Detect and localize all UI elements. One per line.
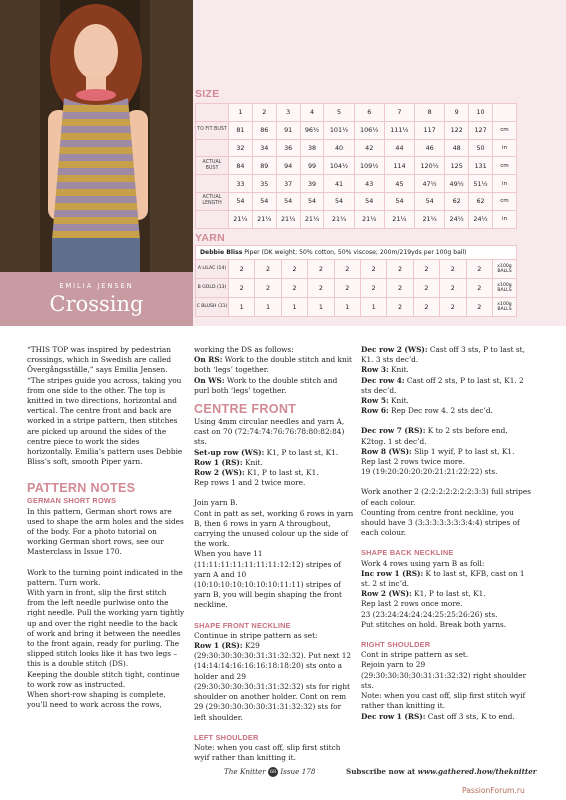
issue-number: Issue 178 [280, 767, 316, 776]
size-row-label [196, 175, 229, 193]
yarn-cell: 1 [255, 298, 281, 317]
row-text: Knit. [242, 457, 263, 467]
yarn-cell: 2 [413, 298, 439, 317]
pattern-notes-heading: PATTERN NOTES [27, 481, 136, 496]
yarn-cell: 2 [413, 279, 439, 298]
size-cell: 54 [354, 192, 384, 210]
column-3 [361, 345, 531, 722]
size-cell: 91 [276, 121, 300, 139]
size-cell: 114 [384, 157, 414, 175]
yarn-row-label: A LILAC (14) [196, 260, 229, 279]
row-label: Row 8 (WS): [361, 446, 412, 456]
row-text: Cast off 3 sts, K to end. [425, 711, 515, 721]
row-label: On WS: [194, 375, 225, 385]
row-text: K29 (29:30:30:30:30:31:31:32:32). Put next 12 (14:14:14:16:16:16:18:18:20) sts onto a holder and 29 (29:30:30:30:30:31:31:32:32) sts for right shoulder on another holder. Cont on rem 29 (29:30:30:30:30:31:31:32:32) sts for left shoulder. [194, 641, 352, 722]
size-cell: 62 [469, 192, 493, 210]
model-photo [0, 0, 193, 272]
size-cell: 24½ [469, 210, 493, 228]
subscribe-prefix: Subscribe now at [346, 767, 418, 776]
body-paragraph: Rep last 2 rows once more. [361, 599, 463, 609]
size-cell: 54 [252, 192, 276, 210]
row-text: K1, P to last st, K1. [244, 468, 319, 478]
size-cell: 84 [229, 157, 253, 175]
size-cell: 35 [252, 175, 276, 193]
row-label: Dec row 2 (WS): [361, 345, 428, 354]
size-cell: 4 [300, 104, 324, 122]
size-cell: 49½ [445, 175, 469, 193]
row-label: Row 3: [361, 365, 389, 375]
row-text: Slip 1 wyif, P to last st, K1. [411, 446, 515, 456]
row-label: Inc row 1 (RS): [361, 568, 424, 578]
yarn-brand: Debbie Bliss [200, 249, 243, 256]
shape-front-neckline-heading: SHAPE FRONT NECKLINE [194, 620, 291, 630]
magazine-name: The Knitter [224, 767, 266, 776]
row-label: Row 1 (RS): [194, 457, 243, 467]
size-table [195, 103, 517, 229]
intro-paragraph: “THIS TOP was inspired by pedestrian crossings, which in Swedish are called Övergångsställe,” says Emilia Jensen. “The stripes guide you across, taking you from one side to the other. The top is knitted in two directions, horizontal and vertical. The centre front and back are worked in a stripe pattern, then stitches are picked up around the sides of the centre piece to work the sides horizontally. Emilia’s pattern uses Debbie Bliss’s soft, smooth Piper yarn. [27, 345, 183, 467]
size-row-label: TO FIT BUST [196, 121, 229, 139]
size-cell: 21¼ [354, 210, 384, 228]
title-block [0, 272, 193, 326]
body-paragraph: Note: when you cast off, slip first stitch wyif rather than knitting it. [361, 691, 526, 711]
size-cell: 44 [384, 139, 414, 157]
yarn-cell: 1 [281, 298, 307, 317]
yarn-cell: 2 [255, 279, 281, 298]
body-paragraph: Rep rows 1 and 2 twice more. [194, 478, 306, 488]
body-paragraph: Join yarn B. [194, 498, 238, 508]
body-paragraph: Put stitches on hold. Break both yarns. [361, 619, 507, 629]
size-row [196, 121, 517, 139]
size-cell: 109½ [354, 157, 384, 175]
pattern-title: Crossing [49, 292, 144, 316]
yarn-cell: 1 [334, 298, 360, 317]
body-paragraph: Continue in stripe pattern as set: [194, 630, 318, 640]
row-label: Row 2 (WS): [361, 589, 412, 599]
size-cell: 21¼ [252, 210, 276, 228]
size-cell: 54 [324, 192, 354, 210]
yarn-cell: 2 [334, 260, 360, 279]
column-2 [194, 345, 354, 763]
yarn-cell: 2 [360, 260, 386, 279]
body-paragraph: With yarn in front, slip the first stitch from the left needle purlwise onto the right needle. Pull the working yarn tightly up and over the right needle to the back of work and bring it between the needles to the front again, ready for purling. The slipped stitch looks like it has two legs – this is a double stitch (DS). [27, 588, 185, 669]
yarn-table [195, 259, 517, 317]
yarn-cell: 2 [387, 298, 413, 317]
size-row-label [196, 210, 229, 228]
yarn-cell: 2 [229, 260, 255, 279]
body-paragraph [361, 712, 531, 722]
size-cell: 40 [324, 139, 354, 157]
body-paragraph: Counting from centre front neckline, you should have 3 (3:3:3:3:3:3:3:4:4) stripes of each colour. [361, 507, 520, 538]
row-text: K to 2 sts before end, K2tog. 1 st dec’d. [361, 426, 508, 446]
size-cell: 8 [415, 104, 445, 122]
yarn-cell: 2 [334, 279, 360, 298]
subscribe-link[interactable]: www.gathered.how/theknitter [417, 767, 537, 776]
size-cell: 33 [229, 175, 253, 193]
size-row [196, 175, 517, 193]
size-cell: 50 [469, 139, 493, 157]
size-cell: 21¼ [324, 210, 354, 228]
size-cell: 42 [354, 139, 384, 157]
yarn-cell: 2 [413, 260, 439, 279]
size-cell: 54 [384, 192, 414, 210]
body-paragraph: working the DS as follows: [194, 345, 294, 354]
size-row [196, 210, 517, 228]
size-cell: 81 [229, 121, 253, 139]
size-cell: 21¼ [415, 210, 445, 228]
size-cell: 104½ [324, 157, 354, 175]
size-cell: 131 [469, 157, 493, 175]
body-paragraph: Work 4 rows using yarn B as foll: [361, 558, 485, 568]
row-label: Dec row 4: [361, 375, 405, 385]
size-cell: 7 [384, 104, 414, 122]
size-cell: 3 [276, 104, 300, 122]
size-row [196, 104, 517, 122]
yarn-cell: 2 [308, 260, 334, 279]
size-cell: 48 [445, 139, 469, 157]
size-row [196, 157, 517, 175]
size-cell: 1 [229, 104, 253, 122]
body-paragraph: Work to the turning point indicated in the pattern. Turn work. [27, 567, 183, 587]
yarn-cell: 2 [466, 279, 492, 298]
size-cell: 120½ [415, 157, 445, 175]
row-text: Cast off 2 sts, P to last st, K1. 2 sts dec’d. [361, 375, 524, 395]
size-unit: cm [493, 192, 517, 210]
row-label: Row 6: [361, 406, 389, 416]
yarn-spec: Piper (DK weight; 50% cotton, 50% viscose; 200m/219yds per 100g ball) [242, 249, 467, 256]
size-cell: 117 [415, 121, 445, 139]
size-cell: 54 [415, 192, 445, 210]
yarn-cell: 2 [281, 279, 307, 298]
size-cell: 51½ [469, 175, 493, 193]
centre-front-heading: CENTRE FRONT [194, 402, 297, 417]
yarn-row-label: C BLUSH (11) [196, 298, 229, 317]
body-paragraph: Rejoin yarn to 29 (29:30:30:30:30:31:31:32:32) right shoulder sts. [361, 660, 527, 690]
body-paragraph [194, 355, 354, 375]
row-text: Work to the double stitch and knit both ‘legs’ together. [194, 355, 352, 375]
body-paragraph: Rep last 2 rows twice more. [361, 457, 465, 467]
yarn-cell: 2 [440, 279, 466, 298]
row-text: Rep Dec row 4. 2 sts dec’d. [388, 406, 493, 416]
size-cell: 111½ [384, 121, 414, 139]
size-unit: cm [493, 157, 517, 175]
body-paragraph [361, 376, 531, 396]
size-row-label: ACTUAL BUST [196, 157, 229, 175]
size-cell: 99 [300, 157, 324, 175]
yarn-cell: 1 [360, 298, 386, 317]
row-label: Dec row 1 (RS): [361, 711, 426, 721]
row-text: K1, P to last st, K1. [411, 589, 486, 599]
body-paragraph: Using 4mm circular needles and yarn A, cast on 70 (72:74:74:76:76:78:80:82:84) sts. [194, 417, 345, 447]
yarn-row [196, 279, 517, 298]
size-row-label [196, 104, 229, 122]
body-paragraph [361, 447, 531, 457]
body-paragraph: Keeping the double stitch tight, continue to work row as instructed. [27, 669, 180, 689]
body-paragraph [361, 396, 531, 406]
size-cell: 6 [354, 104, 384, 122]
row-text: K1, P to last st, K1. [264, 447, 339, 457]
body-paragraph [361, 589, 531, 599]
yarn-row [196, 298, 517, 317]
size-cell: 62 [445, 192, 469, 210]
yarn-unit: x100g BALLS [493, 279, 517, 298]
yarn-cell: 2 [281, 260, 307, 279]
yarn-unit: x100g BALLS [493, 298, 517, 317]
body-paragraph [194, 468, 354, 478]
body-paragraph [361, 406, 531, 416]
size-unit: in [493, 139, 517, 157]
right-shoulder-heading: RIGHT SHOULDER [361, 640, 431, 650]
size-cell: 94 [276, 157, 300, 175]
size-cell: 36 [276, 139, 300, 157]
footer-subscribe [346, 767, 537, 776]
row-label: On RS: [194, 355, 223, 365]
row-label: Set-up row (WS): [194, 447, 265, 457]
yarn-heading: YARN [195, 232, 225, 244]
size-cell: 9 [445, 104, 469, 122]
body-paragraph [194, 641, 354, 723]
size-cell: 38 [300, 139, 324, 157]
size-cell: 47½ [415, 175, 445, 193]
yarn-cell: 2 [255, 260, 281, 279]
yarn-row [196, 260, 517, 279]
row-text: K to last st, KFB, cast on 1 st. 2 st inc’d. [361, 568, 525, 589]
row-text: Knit. [388, 396, 409, 406]
size-unit: cm [493, 121, 517, 139]
row-label: Dec row 7 (RS): [361, 426, 426, 436]
size-cell: 21¼ [300, 210, 324, 228]
size-cell: 54 [300, 192, 324, 210]
size-cell: 54 [229, 192, 253, 210]
size-cell: 41 [324, 175, 354, 193]
size-cell: 86 [252, 121, 276, 139]
yarn-cell: 2 [387, 279, 413, 298]
model-photo-image [0, 0, 193, 272]
body-paragraph: 19 (19:20:20:20:20:21:21:22:22) sts. [361, 467, 498, 477]
row-label: Row 2 (WS): [194, 468, 245, 478]
yarn-cell: 2 [440, 260, 466, 279]
size-cell: 101½ [324, 121, 354, 139]
body-paragraph [361, 569, 531, 589]
size-cell: 89 [252, 157, 276, 175]
yarn-cell: 2 [466, 260, 492, 279]
size-cell: 34 [252, 139, 276, 157]
size-cell: 43 [354, 175, 384, 193]
size-cell: 125 [445, 157, 469, 175]
size-cell: 21¼ [229, 210, 253, 228]
size-cell: 122 [445, 121, 469, 139]
body-paragraph: Cont in stripe pattern as set. [361, 650, 469, 660]
size-cell: 46 [415, 139, 445, 157]
shape-back-neckline-heading: SHAPE BACK NECKLINE [361, 548, 454, 558]
size-cell: 5 [324, 104, 354, 122]
body-paragraph: In this pattern, German short rows are used to shape the arm holes and the sides of the body. For a photo tutorial on working German short rows, see our Masterclass in Issue 170. [27, 506, 184, 557]
body-paragraph: Cont in patt as set, working 6 rows in yarn B, then 6 rows in yarn A throughout, carrying the unused colour up the side of the work. [194, 508, 354, 549]
yarn-unit: x100g BALLS [493, 260, 517, 279]
footer-magazine [224, 767, 315, 777]
watermark: PassionForum.ru [462, 786, 525, 795]
body-paragraph [194, 458, 354, 468]
yarn-cell: 1 [308, 298, 334, 317]
row-text: Knit. [388, 365, 409, 375]
size-cell: 39 [300, 175, 324, 193]
body-paragraph: Note: when you cast off, slip first stitch wyif rather than knitting it. [194, 742, 341, 763]
german-short-rows-heading: GERMAN SHORT ROWS [27, 496, 117, 506]
size-cell: 24½ [445, 210, 469, 228]
row-label: Row 5: [361, 396, 389, 406]
body-paragraph [361, 365, 531, 375]
yarn-description [195, 245, 517, 260]
size-unit: in [493, 175, 517, 193]
yarn-row-label: B GOLD (13) [196, 279, 229, 298]
size-row [196, 139, 517, 157]
size-unit: in [493, 210, 517, 228]
size-cell: 45 [384, 175, 414, 193]
size-row [196, 192, 517, 210]
body-paragraph: 23 (23:24:24:24:24:25:25:26:26) sts. [361, 609, 498, 619]
yarn-cell: 2 [440, 298, 466, 317]
size-cell: 2 [252, 104, 276, 122]
designer-name: EMILIA JENSEN [59, 282, 134, 290]
size-cell: 127 [469, 121, 493, 139]
body-paragraph [361, 426, 531, 446]
size-heading: SIZE [195, 88, 220, 100]
column-1 [27, 345, 185, 711]
size-cell: 32 [229, 139, 253, 157]
size-row-label [196, 139, 229, 157]
body-paragraph: Work another 2 (2:2:2:2:2:2:2:3:3) full stripes of each colour. [361, 487, 531, 507]
body-paragraph [361, 345, 531, 365]
size-cell: 37 [276, 175, 300, 193]
yarn-cell: 2 [229, 279, 255, 298]
yarn-cell: 2 [308, 279, 334, 298]
yarn-cell: 2 [466, 298, 492, 317]
row-text: Work to the double stitch and purl both ‘legs’ together. [194, 375, 338, 395]
size-cell: 21¼ [276, 210, 300, 228]
size-cell: 10 [469, 104, 493, 122]
size-cell: 106½ [354, 121, 384, 139]
body-paragraph: When short-row shaping is complete, you’ll need to work across the rows, [27, 690, 166, 710]
page-number: 68 [269, 769, 277, 775]
size-unit [493, 104, 517, 122]
body-paragraph [194, 448, 354, 458]
row-text: Cast off 3 sts, P to last st, K1. 3 sts dec’d. [361, 345, 525, 365]
size-cell: 96½ [300, 121, 324, 139]
size-row-label: ACTUAL LENGTH [196, 192, 229, 210]
size-cell: 54 [276, 192, 300, 210]
row-label: Row 1 (RS): [194, 641, 243, 651]
yarn-cell: 2 [387, 260, 413, 279]
body-paragraph: When you have 11 (11:11:11:11:11:11:11:12:12) stripes of yarn A and 10 (10:10:10:10:10:10:10:11:11) stripes of yarn B, you will begin shaping the front neckline. [194, 549, 343, 610]
body-paragraph [194, 376, 354, 396]
yarn-cell: 2 [360, 279, 386, 298]
left-shoulder-heading: LEFT SHOULDER [194, 732, 259, 742]
yarn-cell: 1 [229, 298, 255, 317]
size-cell: 21¼ [384, 210, 414, 228]
